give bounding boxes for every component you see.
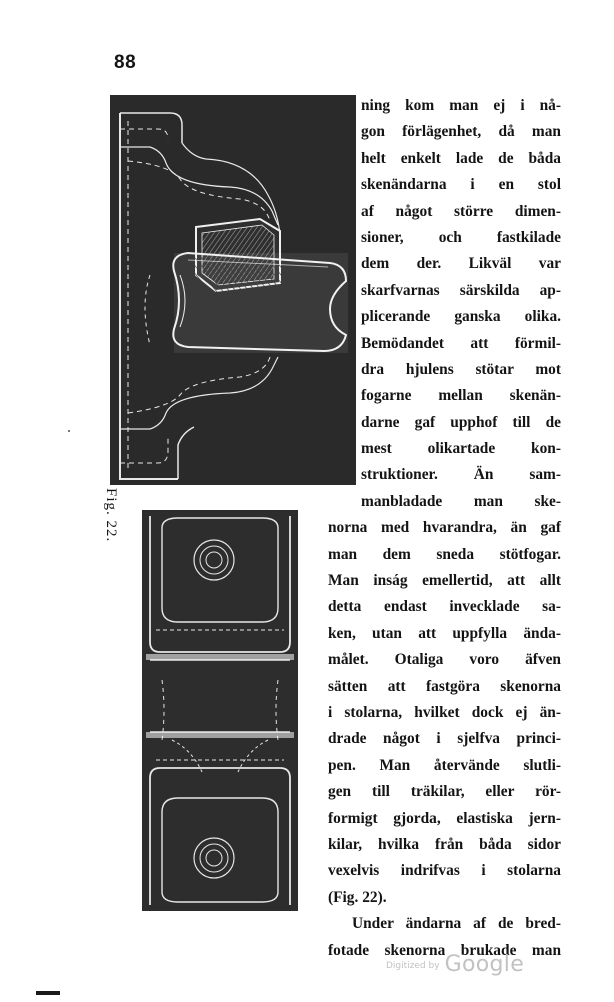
watermark-prefix: Digitized by xyxy=(386,961,440,971)
text-line: målet. Otaliga voro äfven xyxy=(328,651,561,669)
text-line: helt enkelt lade de båda xyxy=(361,149,561,167)
page-edge-mark xyxy=(36,991,60,995)
gutter-dot xyxy=(68,430,70,432)
text-line: Bemödandet att förmil- xyxy=(361,334,561,352)
text-line: mest olikartade kon- xyxy=(361,440,561,458)
text-line: vexelvis indrifvas i stolarna xyxy=(328,862,561,880)
text-line: ken, utan att uppfylla ända- xyxy=(328,624,561,642)
text-line: ning kom man ej i nå- xyxy=(361,97,561,114)
text-line: i stolarna, hvilket dock ej än- xyxy=(328,703,561,721)
text-line: gon förlägenhet, då man xyxy=(361,123,561,141)
figure-caption: Fig. 22. xyxy=(103,488,119,543)
text-line: skarfvarnas särskilda ap- xyxy=(361,281,561,299)
watermark-brand: Google xyxy=(444,952,525,977)
text-line: fotade skenorna brukade man xyxy=(328,941,561,959)
text-line: plicerande ganska olika. xyxy=(361,308,561,326)
page-number: 88 xyxy=(114,52,137,73)
text-line: norna med hvarandra, än gaf xyxy=(328,519,561,537)
figure-22-chair-plan xyxy=(142,510,298,911)
text-line: kilar, hvilka från båda sidor xyxy=(328,835,561,853)
text-line: Under ändarna af de bred- xyxy=(352,915,561,933)
text-line: pen. Man återvände slutli- xyxy=(328,756,561,774)
text-line: man dem sneda stötfogar. xyxy=(328,545,561,563)
text-line: dra hjulens stötar mot xyxy=(361,360,561,378)
text-line: detta endast invecklade sa- xyxy=(328,598,561,616)
text-line: sioner, och fastkilade xyxy=(361,228,561,246)
text-line: gen till träkilar, eller rör- xyxy=(328,783,561,801)
text-line: skenändarna i en stol xyxy=(361,176,561,194)
body-text xyxy=(328,93,561,964)
text-line: struktioner. Än sam- xyxy=(361,466,561,484)
text-line: (Fig. 22). xyxy=(328,888,387,906)
text-line: fogarne mellan skenän- xyxy=(361,387,561,405)
google-watermark xyxy=(386,952,524,977)
text-line: af något större dimen- xyxy=(361,202,561,220)
figure-22-chair-elevation xyxy=(110,95,356,485)
text-line: dem der. Likväl var xyxy=(361,255,561,273)
text-line: formigt gjorda, elastiska jern- xyxy=(328,809,561,827)
text-line: sätten att fastgöra skenorna xyxy=(328,677,561,695)
text-line: darne gaf upphof till de xyxy=(361,413,561,431)
text-line: drade något i sjelfva princi- xyxy=(328,730,561,748)
text-line: manbladade man ske- xyxy=(361,492,561,510)
text-line: Man inság emellertid, att allt xyxy=(328,572,561,590)
